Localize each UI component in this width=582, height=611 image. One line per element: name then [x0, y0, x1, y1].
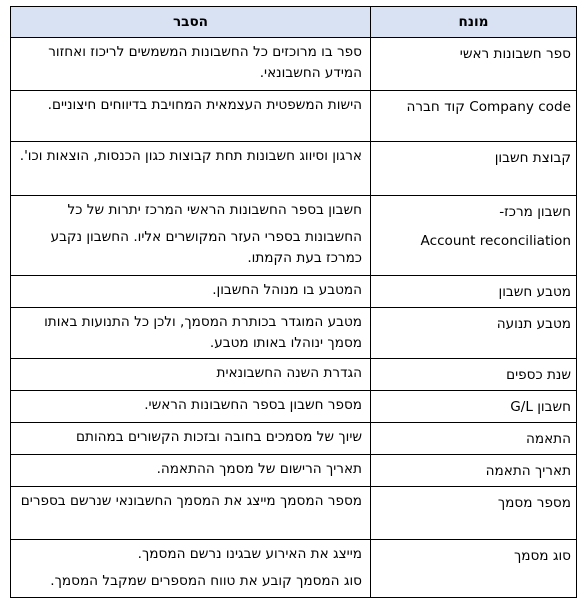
- term-column-header: מונח: [371, 7, 577, 38]
- explanation-text: מייצג את האירוע שבגינו נרשם המסמך.: [137, 546, 362, 562]
- term-text: מספר מסמך: [497, 495, 571, 511]
- explanation-cell: [11, 455, 371, 487]
- explanation-cell: [11, 391, 371, 423]
- explanation-text: הישות המשפטית העצמאית המחויבת בדיווחים חיצוניים.: [47, 97, 362, 113]
- term-text: שנת כספים: [506, 367, 571, 383]
- term-text: חשבון מרכז-: [499, 204, 571, 220]
- explanation-cell: [11, 359, 371, 391]
- table-row: [11, 455, 577, 487]
- table-row: [11, 359, 577, 391]
- term-cell: [371, 142, 577, 196]
- explanation-text: מספר חשבון בספר החשבונות הראשי.: [144, 397, 362, 413]
- term-cell: [371, 487, 577, 540]
- explanation-column-header: הסבר: [11, 7, 371, 38]
- term-cell: [371, 91, 577, 142]
- glossary-body: [11, 38, 577, 598]
- explanation-text: החשבונות בספרי העזר המקושרים אליו. החשבון נקבע כמרכז בעת הקמתו.: [50, 229, 362, 266]
- table-row: [11, 196, 577, 276]
- term-text: מטבע חשבון: [498, 284, 571, 300]
- table-row: [11, 487, 577, 540]
- explanation-text: מספר המסמך מייצג את המסמך החשבונאי שנרשם בספרים: [20, 493, 362, 509]
- table-row: [11, 423, 577, 455]
- header-row: [11, 7, 577, 38]
- glossary-table: [10, 6, 577, 598]
- term-cell: [371, 196, 577, 276]
- explanation-cell: [11, 142, 371, 196]
- term-text: קבוצת חשבון: [494, 150, 571, 166]
- explanation-text: תאריך הרישום של מסמך ההתאמה.: [156, 461, 362, 477]
- term-text: Account reconciliation: [420, 233, 571, 249]
- table-row: [11, 38, 577, 91]
- term-text: חשבון G/L: [510, 399, 571, 415]
- explanation-text: סוג המסמך קובע את טווח המספרים שמקבל המסמך.: [50, 573, 362, 589]
- explanation-text: שיוך של מסמכים בחובה ובזכות הקשורים במהותם: [76, 429, 362, 445]
- explanation-text: חשבון בספר החשבונות הראשי המרכז יתרות של כל: [67, 202, 362, 218]
- table-row: [11, 391, 577, 423]
- table-row: [11, 91, 577, 142]
- term-cell: [371, 455, 577, 487]
- term-text: תאריך התאמה: [485, 463, 571, 479]
- explanation-text: המטבע בו מנוהל החשבון.: [212, 282, 362, 298]
- explanation-text: ארגון וסיווג חשבונות תחת קבוצות כגון הכנסות, הוצאות וכו'.: [19, 148, 362, 164]
- term-cell: [371, 359, 577, 391]
- explanation-cell: [11, 487, 371, 540]
- explanation-cell: [11, 196, 371, 276]
- explanation-cell: [11, 38, 371, 91]
- term-cell: [371, 276, 577, 308]
- explanation-text: ספר בו מרוכזים כל החשבונות המשמשים לריכוז ואחזור המידע החשבונאי.: [48, 44, 362, 81]
- explanation-text: הגדרת השנה החשבונאית: [216, 365, 362, 381]
- term-cell: [371, 38, 577, 91]
- term-text: ספר חשבונות ראשי: [459, 46, 571, 62]
- term-text: סוג מסמך: [513, 548, 571, 564]
- explanation-cell: [11, 91, 371, 142]
- term-text: Company code קוד חברה: [406, 99, 571, 115]
- term-text: התאמה: [525, 431, 571, 447]
- explanation-cell: [11, 540, 371, 598]
- term-cell: [371, 540, 577, 598]
- explanation-text: מטבע המוגדר בכותרת המסמך, ולכן כל התנועות באותו מסמך ינוהלו באותו מטבע.: [44, 314, 362, 351]
- table-row: [11, 142, 577, 196]
- term-cell: [371, 391, 577, 423]
- table-row: [11, 308, 577, 359]
- table-row: [11, 276, 577, 308]
- term-cell: [371, 308, 577, 359]
- table-row: [11, 540, 577, 598]
- term-text: מטבע תנועה: [496, 316, 571, 332]
- explanation-cell: [11, 423, 371, 455]
- term-cell: [371, 423, 577, 455]
- explanation-cell: [11, 308, 371, 359]
- explanation-cell: [11, 276, 371, 308]
